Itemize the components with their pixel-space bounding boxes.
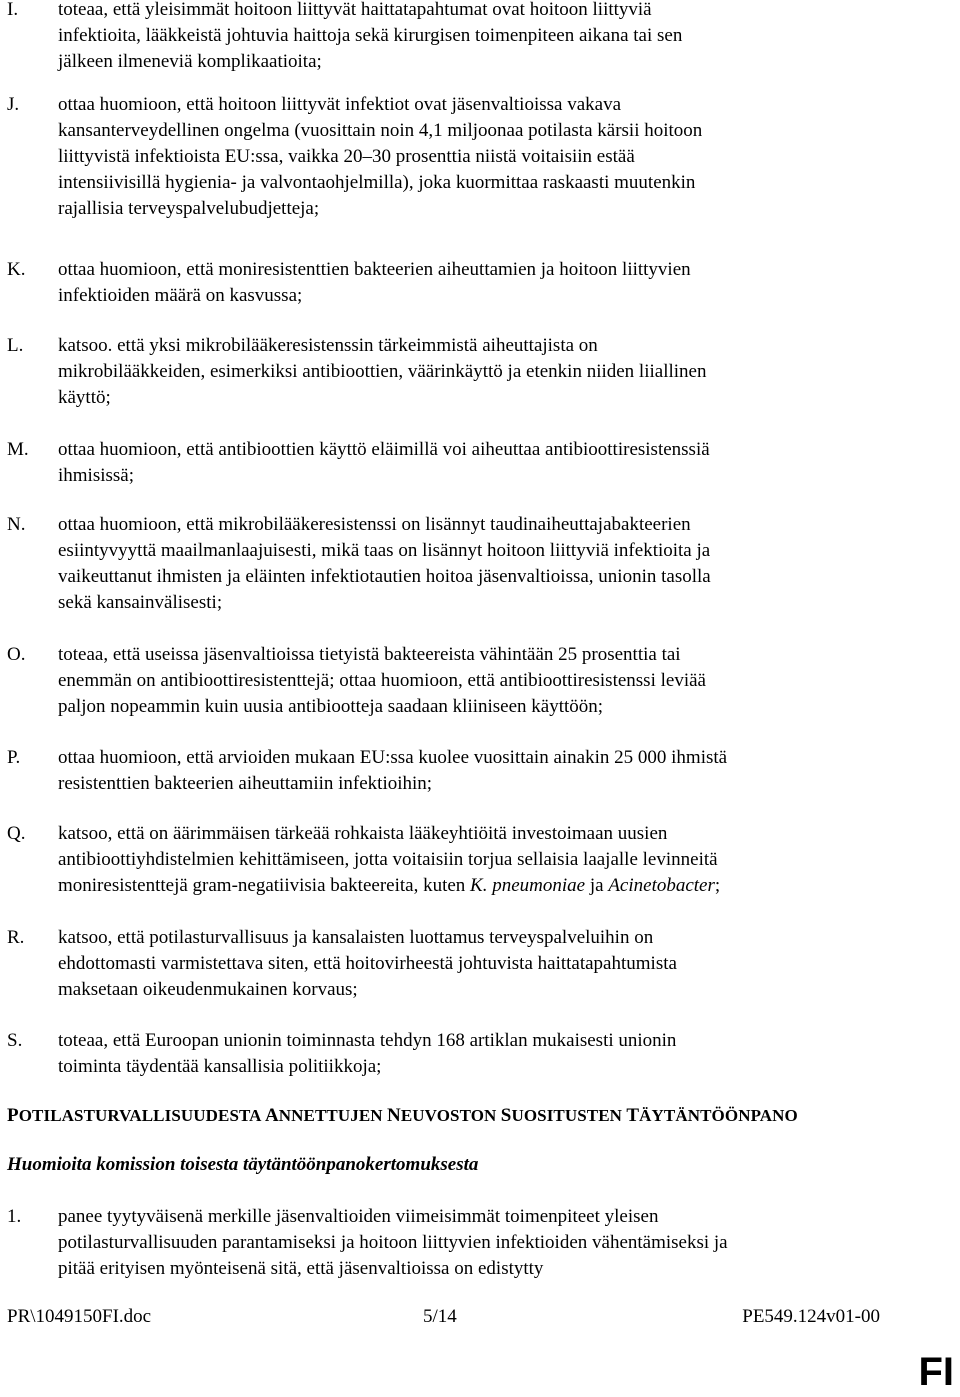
paragraph-marker: R.	[7, 927, 25, 948]
paragraph-text	[58, 745, 888, 797]
text-line	[58, 1028, 888, 1054]
text-line-content: jälkeen ilmeneviä komplikaatioita;	[58, 51, 322, 72]
text-line	[58, 694, 888, 720]
paragraph-marker: 1.	[7, 1206, 22, 1227]
paragraph-text	[58, 1204, 888, 1282]
text-line-content: toiminta täydentää kansallisia politiikkoja;	[58, 1056, 382, 1077]
text-line	[58, 196, 888, 222]
text-line	[58, 1204, 888, 1230]
footer-pe-number: PE549.124v01-00	[742, 1306, 880, 1327]
paragraph-text	[58, 821, 888, 899]
paragraph-text	[58, 333, 888, 411]
text-line-content: antibioottiyhdistelmien kehittämiseen, jotta voitaisiin torjua sellaisia laajalle levinneitä	[58, 849, 718, 870]
text-line	[58, 668, 888, 694]
text-line	[58, 23, 888, 49]
text-line	[58, 977, 888, 1003]
text-line-content: käyttö;	[58, 387, 111, 408]
text-line-content: esiintyvyyttä maailmanlaajuisesti, mikä taas on lisännyt hoitoon liittyviä infektioita ja	[58, 540, 711, 561]
text-line	[58, 951, 888, 977]
heading-word-rest: ÄYTÄNTÖÖNPANO	[639, 1106, 798, 1125]
paragraph-text	[58, 512, 888, 616]
heading-word-rest: OTILASTURVALLISUUDESTA	[18, 1106, 265, 1125]
paragraph-marker: M.	[7, 439, 29, 460]
text-line	[58, 538, 888, 564]
text-line-content: vaikeuttanut ihmisten ja eläinten infektiotautien hoitoa jäsenvaltioissa, unionin tasolla	[58, 566, 711, 587]
heading-initial: A	[264, 1105, 279, 1126]
text-line	[58, 257, 888, 283]
text-line-content: toteaa, että yleisimmät hoitoon liittyvät haittatapahtumat ovat hoitoon liittyviä	[58, 0, 652, 20]
text-line	[58, 92, 888, 118]
text-line-content: pitää erityisen myönteisenä sitä, että jäsenvaltioissa on edistytty	[58, 1258, 544, 1279]
text-line	[58, 463, 888, 489]
footer-page-number: 5/14	[423, 1306, 457, 1327]
paragraph-marker: O.	[7, 644, 26, 665]
paragraph-marker: L.	[7, 335, 24, 356]
text-line	[58, 170, 888, 196]
paragraph-text	[58, 92, 888, 222]
paragraph-marker: I.	[7, 0, 19, 20]
text-line	[58, 847, 888, 873]
text-line-content: ottaa huomioon, että arvioiden mukaan EU:ssa kuolee vuosittain ainakin 25 000 ihmistä	[58, 747, 728, 768]
text-line-content: ehdottomasti varmistettava siten, että hoitovirheestä johtuvista haittatapahtumista	[58, 953, 677, 974]
text-line-content: toteaa, että Euroopan unionin toiminnasta tehdyn 168 artiklan mukaisesti unionin	[58, 1030, 677, 1051]
heading-initial: P	[7, 1105, 19, 1126]
text-line	[58, 642, 888, 668]
text-line	[58, 925, 888, 951]
paragraph-text	[58, 642, 888, 720]
heading-initial: T	[626, 1105, 640, 1126]
italic-species-name: K. pneumoniae	[470, 875, 586, 896]
text-fragment: ;	[714, 875, 721, 896]
text-line-content: sekä kansainvälisesti;	[58, 592, 223, 613]
paragraph-text	[58, 1028, 888, 1080]
text-line-content: ihmisissä;	[58, 465, 135, 486]
text-line	[58, 564, 888, 590]
text-line-content: moniresistenttejä gram-negatiivisia bakteereita, kuten	[58, 875, 466, 896]
text-line-content: paljon nopeammin kuin uusia antibiootteja saadaan kliiniseen käyttöön;	[58, 696, 604, 717]
text-line	[58, 512, 888, 538]
text-line-content: katsoo. että yksi mikrobilääkeresistenssin tärkeimmistä aiheuttajista on	[58, 335, 598, 356]
heading-initial: S	[500, 1105, 512, 1126]
paragraph-marker: Q.	[7, 823, 26, 844]
text-line-content: liittyvistä infektioista EU:ssa, vaikka 20–30 prosenttia niistä voitaisiin estää	[58, 146, 635, 167]
text-line	[58, 283, 888, 309]
text-line	[58, 0, 888, 23]
text-line	[58, 118, 888, 144]
text-line-content: maksetaan oikeudenmukainen korvaus;	[58, 979, 358, 1000]
heading-word-rest: UOSITUSTEN	[511, 1106, 627, 1125]
text-line	[58, 873, 888, 899]
text-line	[58, 359, 888, 385]
paragraph-text	[58, 0, 888, 75]
paragraph-marker: S.	[7, 1030, 23, 1051]
text-line	[58, 437, 888, 463]
text-line-content: mikrobilääkkeiden, esimerkiksi antibioottien, väärinkäyttö ja etenkin niiden liiallinen	[58, 361, 707, 382]
paragraph-marker: K.	[7, 259, 26, 280]
text-line-content: ottaa huomioon, että hoitoon liittyvät infektiot ovat jäsenvaltioissa vakava	[58, 94, 622, 115]
paragraph-marker: J.	[7, 94, 20, 115]
footer-document-reference: PR\1049150FI.doc	[7, 1306, 152, 1327]
text-line-content: katsoo, että potilasturvallisuus ja kansalaisten luottamus terveyspalveluihin on	[58, 927, 654, 948]
text-line-content: rajallisia terveyspalvelubudjetteja;	[58, 198, 320, 219]
text-line-content: panee tyytyväisenä merkille jäsenvaltioiden viimeisimmät toimenpiteet yleisen	[58, 1206, 659, 1227]
text-line	[58, 590, 888, 616]
text-line-content: infektioiden määrä on kasvussa;	[58, 285, 303, 306]
text-line	[58, 144, 888, 170]
text-line	[58, 1230, 888, 1256]
text-line	[58, 49, 888, 75]
heading-initial: N	[387, 1105, 401, 1126]
heading-word-rest: EUVOSTON	[400, 1106, 501, 1125]
heading-word-rest: NNETTUJEN	[278, 1106, 388, 1125]
text-line-content: potilasturvallisuuden parantamiseksi ja hoitoon liittyvien infektioiden vähentämiseksi ja	[58, 1232, 728, 1253]
text-line-content: resistenttien bakteerien aiheuttamiin infektioihin;	[58, 773, 433, 794]
text-line	[58, 771, 888, 797]
paragraph-text	[58, 925, 888, 1003]
text-line-content: enemmän on antibioottiresistenttejä; ottaa huomioon, että antibioottiresistenssi leviää	[58, 670, 706, 691]
text-line	[58, 821, 888, 847]
text-line	[58, 385, 888, 411]
text-line	[58, 1256, 888, 1282]
text-line	[58, 1054, 888, 1080]
section-subheading: Huomioita komission toisesta täytäntöönpanokertomuksesta	[7, 1154, 479, 1175]
text-line-content: ottaa huomioon, että moniresistenttien bakteerien aiheuttamien ja hoitoon liittyvien	[58, 259, 691, 280]
text-line-content: intensiivisillä hygienia- ja valvontaohjelmilla), joka kuormittaa raskaasti muutenkin	[58, 172, 696, 193]
italic-species-name: Acinetobacter	[608, 875, 715, 896]
text-line-content: ottaa huomioon, että antibioottien käyttö eläimillä voi aiheuttaa antibioottiresistenssiä	[58, 439, 710, 460]
paragraph-marker: P.	[7, 747, 21, 768]
section-heading	[7, 1103, 798, 1129]
text-line	[58, 745, 888, 771]
text-fragment: ja	[585, 875, 609, 896]
text-line	[58, 333, 888, 359]
paragraph-marker: N.	[7, 514, 26, 535]
text-line-content: ottaa huomioon, että mikrobilääkeresistenssi on lisännyt taudinaiheuttajabakteerien	[58, 514, 691, 535]
text-line-content: kansanterveydellinen ongelma (vuosittain noin 4,1 miljoonaa potilasta kärsii hoitoon	[58, 120, 703, 141]
text-line-content: katsoo, että on äärimmäisen tärkeää rohkaista lääkeyhtiöitä investoimaan uusien	[58, 823, 668, 844]
paragraph-text	[58, 437, 888, 489]
text-line-content: toteaa, että useissa jäsenvaltioissa tietyistä bakteereista vähintään 25 prosenttia tai	[58, 644, 681, 665]
language-code: FI	[918, 1350, 954, 1394]
text-line-content: infektioita, lääkkeistä johtuvia haittoja sekä kirurgisen toimenpiteen aikana tai sen	[58, 25, 683, 46]
paragraph-text	[58, 257, 888, 309]
